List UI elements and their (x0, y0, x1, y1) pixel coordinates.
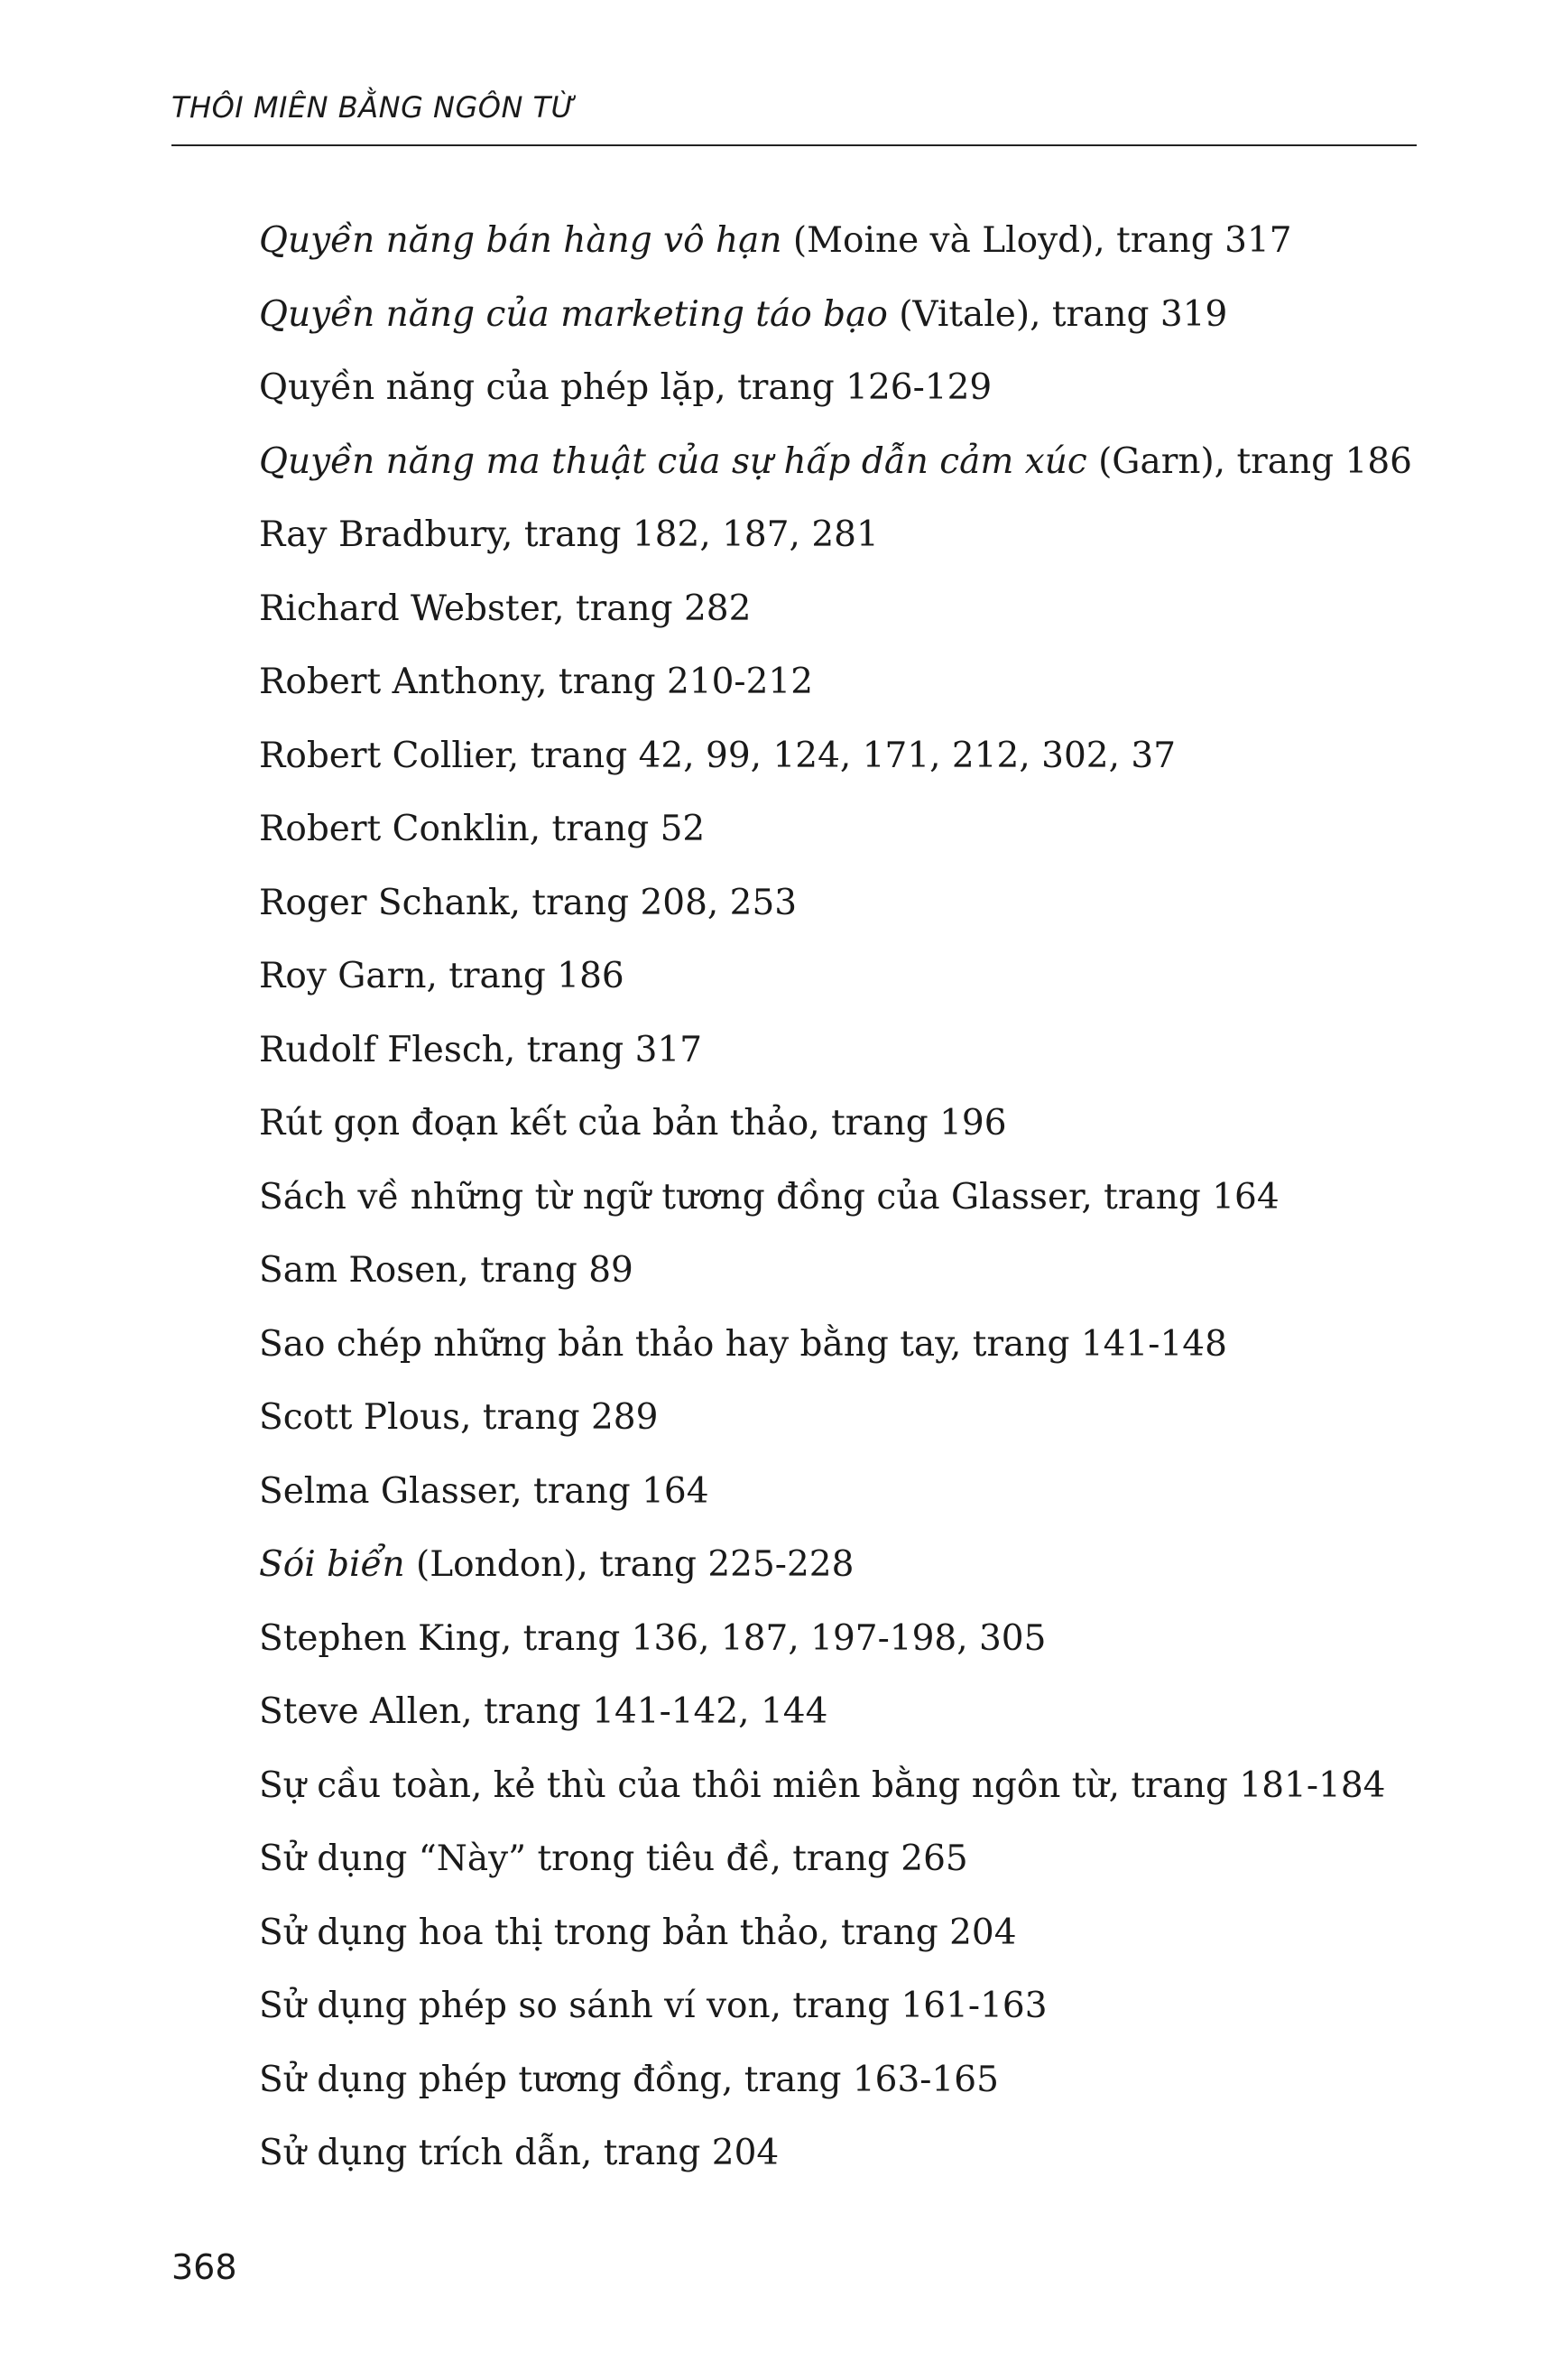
index-entry (259, 940, 1459, 1014)
index-entry (259, 1749, 1459, 1823)
header-rule (171, 144, 1417, 146)
index-list (259, 204, 1459, 2190)
index-entry-text: (Vitale), trang 319 (887, 293, 1228, 335)
index-entry (259, 1602, 1459, 1676)
index-entry (259, 1087, 1459, 1161)
index-entry-text: Sách về những từ ngữ tương đồng của Glasser, trang 164 (259, 1176, 1280, 1218)
index-entry-text: Selma Glasser, trang 164 (259, 1470, 709, 1512)
index-entry-text: Sao chép những bản thảo hay bằng tay, trang 141-148 (259, 1323, 1227, 1365)
index-entry (259, 1014, 1459, 1088)
index-entry-title: Quyền năng của marketing táo bạo (259, 293, 888, 335)
index-entry (259, 204, 1459, 278)
index-entry-text: Rudolf Flesch, trang 317 (259, 1029, 703, 1070)
index-entry (259, 1234, 1459, 1308)
index-entry-text: Sử dụng trích dẫn, trang 204 (259, 2133, 780, 2173)
index-entry-text: Robert Anthony, trang 210-212 (259, 662, 814, 702)
index-entry-text: Ray Bradbury, trang 182, 187, 281 (259, 514, 879, 555)
index-entry-text: Sử dụng hoa thị trong bản thảo, trang 204 (259, 1912, 1017, 1953)
index-entry-text: Sam Rosen, trang 89 (259, 1250, 633, 1291)
index-entry (259, 1675, 1459, 1749)
index-entry (259, 1822, 1459, 1896)
index-entry-title: Quyền năng ma thuật của sự hấp dẫn cảm xúc (259, 440, 1087, 482)
index-entry-text: Steve Allen, trang 141-142, 144 (259, 1691, 828, 1732)
index-entry (259, 425, 1459, 499)
running-header: THÔI MIÊN BẰNG NGÔN TỪ (171, 90, 576, 125)
index-entry-text: Roy Garn, trang 186 (259, 956, 624, 996)
index-entry (259, 719, 1459, 793)
index-entry-title: Sói biển (259, 1544, 405, 1585)
index-entry-text: (Garn), trang 186 (1086, 440, 1412, 482)
index-entry (259, 2116, 1459, 2190)
index-entry-text: Sử dụng “Này” trong tiêu đề, trang 265 (259, 1838, 968, 1879)
index-entry-text: (Moine và Lloyd), trang 317 (781, 220, 1292, 261)
index-entry (259, 1969, 1459, 2043)
index-entry-text: Richard Webster, trang 282 (259, 588, 752, 629)
index-entry-text: (London), trang 225-228 (404, 1544, 855, 1585)
index-entry (259, 572, 1459, 646)
index-entry-text: Scott Plous, trang 289 (259, 1397, 659, 1438)
index-entry (259, 2043, 1459, 2117)
index-entry-text: Robert Conklin, trang 52 (259, 809, 706, 849)
index-entry-title: Quyền năng bán hàng vô hạn (259, 220, 782, 261)
index-entry-text: Robert Collier, trang 42, 99, 124, 171, 212, 302, 37 (259, 735, 1177, 776)
index-entry (259, 278, 1459, 352)
page-number: 368 (171, 2247, 237, 2287)
index-entry (259, 645, 1459, 719)
index-entry (259, 351, 1459, 425)
index-entry-text: Sử dụng phép tương đồng, trang 163-165 (259, 2059, 999, 2100)
index-entry-text: Rút gọn đoạn kết của bản thảo, trang 196 (259, 1103, 1007, 1144)
index-entry (259, 1381, 1459, 1455)
index-entry (259, 792, 1459, 866)
index-entry (259, 1308, 1459, 1382)
index-entry (259, 1896, 1459, 1970)
index-entry-text: Roger Schank, trang 208, 253 (259, 882, 798, 923)
index-entry (259, 866, 1459, 940)
index-entry-text: Sử dụng phép so sánh ví von, trang 161-163 (259, 1986, 1048, 2026)
index-entry-text: Sự cầu toàn, kẻ thù của thôi miên bằng ngôn từ, trang 181-184 (259, 1764, 1386, 1806)
index-entry (259, 1161, 1459, 1235)
index-entry (259, 498, 1459, 572)
index-entry-text: Quyền năng của phép lặp, trang 126-129 (259, 367, 993, 408)
index-entry (259, 1455, 1459, 1529)
index-entry (259, 1528, 1459, 1602)
index-entry-text: Stephen King, trang 136, 187, 197-198, 305 (259, 1617, 1047, 1659)
